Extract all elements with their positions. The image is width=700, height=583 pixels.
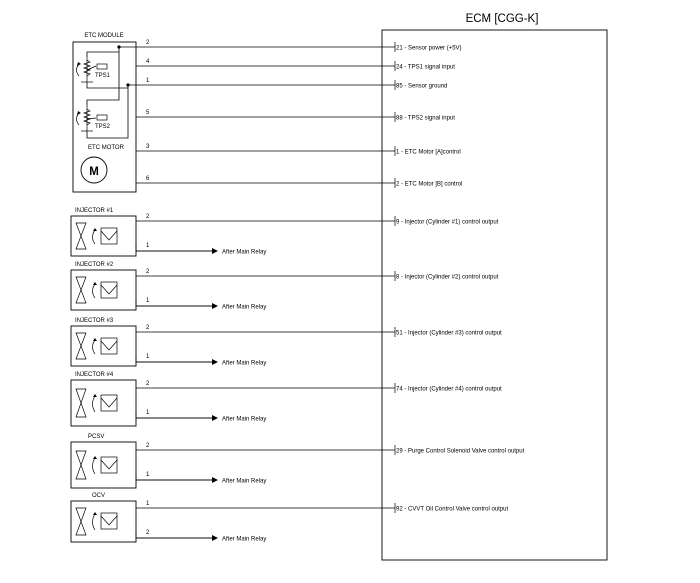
terminal-label: 88 - TPS2 signal input [396,115,455,122]
terminal-label: 51 - Injector (Cylinder #3) control output [396,330,502,337]
terminal-label: 8 - Injector (Cylinder #2) control output [396,274,499,281]
relay-label: After Main Relay [222,416,267,423]
connection-row [119,40,462,52]
terminal-label: 9 - Injector (Cylinder #1) control output [396,219,499,226]
injector-2 [71,262,136,310]
connection-row [136,269,499,281]
relay-label: After Main Relay [222,249,267,256]
relay-feed [136,472,266,484]
pin-number: 1 [146,410,150,416]
solenoid-title: INJECTOR #2 [75,262,114,268]
pin-number: 1 [146,298,150,304]
pin-number: 2 [146,325,150,331]
injector-1 [71,208,136,256]
solenoid-title: PCSV [88,434,105,440]
ecm-connections [119,40,525,513]
connection-row [136,59,455,71]
terminal-label: 21 - Sensor power (+5V) [396,45,462,52]
pin-number: 3 [146,144,150,150]
relay-label: After Main Relay [222,360,267,367]
connection-row [136,443,525,455]
relay-feeds [136,243,266,542]
pin-number: 2 [146,269,150,275]
etc-motor-title: ETC MOTOR [88,145,124,151]
ecm-title: ECM [CGG-K] [465,13,539,25]
tps2-label: TPS2 [95,124,111,130]
connection-row [136,110,455,122]
pin-number: 2 [146,40,150,46]
terminal-label: 74 - Injector (Cylinder #4) control output [396,386,502,393]
arrow-icon [212,535,218,541]
injector-4 [71,372,136,426]
solenoid-title: INJECTOR #1 [75,208,114,214]
pin-number: 6 [146,176,150,182]
relay-feed [136,298,266,310]
ecm-box [382,30,607,560]
etc-module-title: ETC MODULE [84,33,124,39]
connection-row [136,501,508,513]
terminal-label: 2 - ETC Motor [B] control [396,181,463,188]
arrow-icon [212,303,218,309]
arrow-icon [212,477,218,483]
connection-row [136,214,499,226]
terminal-label: 92 - CVVT Oil Control Valve control output [396,506,509,513]
connection-row [136,176,462,188]
relay-label: After Main Relay [222,478,267,485]
relay-feed [136,243,266,255]
pin-number: 2 [146,443,150,449]
pin-number: 5 [146,110,150,116]
relay-feed [136,410,266,422]
solenoid-title: INJECTOR #3 [75,318,114,324]
arrow-icon [212,415,218,421]
pin-number: 1 [146,243,150,249]
pin-number: 1 [146,78,150,84]
pin-number: 2 [146,381,150,387]
connection-row [128,78,447,90]
etc-module-box [73,42,136,192]
connection-row [136,381,502,393]
terminal-label: 85 - Sensor ground [396,83,448,90]
arrow-icon [212,359,218,365]
connection-row [136,325,502,337]
relay-feed [136,530,266,542]
terminal-label: 24 - TPS1 signal input [396,64,455,71]
injector-3 [71,318,136,366]
pin-number: 4 [146,59,150,65]
ocv [71,493,136,542]
pin-number: 1 [146,354,150,360]
tps1-sensor [77,57,111,82]
terminal-label: 1 - ETC Motor [A]control [396,149,461,156]
pcsv [71,434,136,488]
solenoid-title: INJECTOR #4 [75,372,114,378]
tps2-sensor [77,106,111,131]
connection-row [136,144,461,156]
relay-label: After Main Relay [222,304,267,311]
pin-number: 2 [146,530,150,536]
pin-number: 1 [146,501,150,507]
pin-number: 2 [146,214,150,220]
motor-symbol: M [89,166,99,178]
pin-number: 1 [146,472,150,478]
arrow-icon [212,248,218,254]
relay-feed [136,354,266,366]
tps1-label: TPS1 [95,73,111,79]
terminal-label: 29 - Purge Control Solenoid Valve control output [396,448,525,455]
solenoid-title: OCV [92,493,106,499]
etc-module [73,33,136,192]
relay-label: After Main Relay [222,536,267,543]
